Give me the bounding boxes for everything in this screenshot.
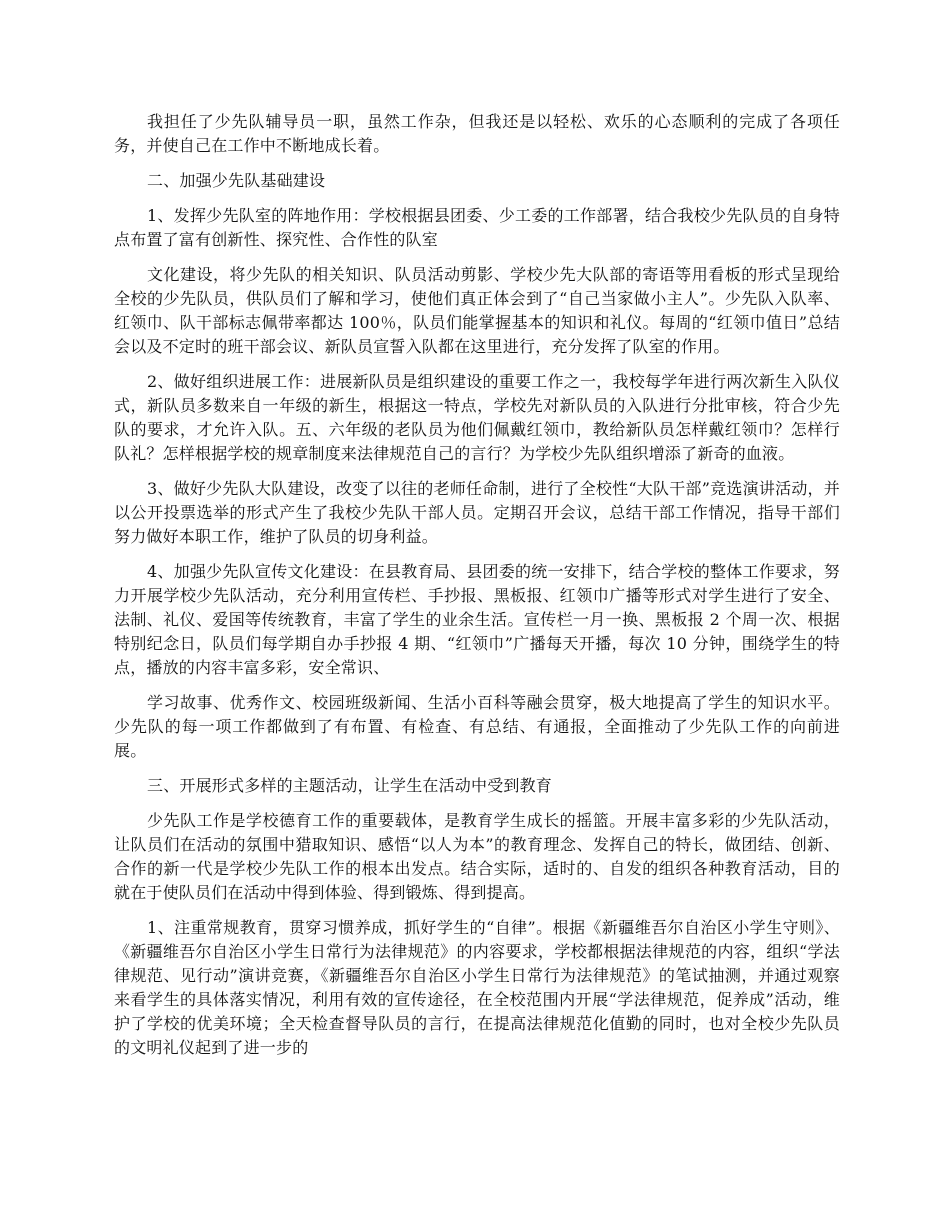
paragraph-activities: 少先队工作是学校德育工作的重要载体，是教育学生成长的摇篮。开展丰富多彩的少先队活动，让队员们在活动的氛围中猎取知识、感悟“以人为本”的教育理念、发挥自己的特长，做团结、创新、合作的新一代是学校少先队工作的根本出发点。结合实际，适时的、自发的组织各种教育活动，目的就在于使队员们在活动中得到体验、得到锻炼、得到提高。 bbox=[114, 811, 840, 902]
paragraph-knowledge: 学习故事、优秀作文、校园班级新闻、生活小百科等融会贯穿，极大地提高了学生的知识水平。少先队的每一项工作都做到了有布置、有检查、有总结、有通报，全面推动了少先队工作的向前进展。 bbox=[114, 693, 840, 760]
paragraph-brigade: 3、做好少先队大队建设，改变了以往的老师任命制，进行了全校性“大队干部”竞选演讲活动，并以公开投票选举的形式产生了我校少先队干部人员。定期召开会议，总结干部工作情况，指导干部们努力做好本职工作，维护了队员的切身利益。 bbox=[114, 479, 840, 546]
paragraph-routine-education: 1、注重常规教育，贯穿习惯养成，抓好学生的“自律”。根据《新疆维吾尔自治区小学生守则》、《新疆维吾尔自治区小学生日常行为法律规范》的内容要求，学校都根据法律规范的内容，组织“学法律规范、见行动”演讲竞赛，《新疆维吾尔自治区小学生日常行为法律规范》的笔试抽测，并通过观察来看学生的具体落实情况，利用有效的宣传途径，在全校范围内开展“学法律规范，促养成”活动，维护了学校的优美环境；全天检查督导队员的言行，在提高法律规范化值勤的同时，也对全校少先队员的文明礼仪起到了进一步的 bbox=[114, 918, 840, 1057]
paragraph-publicity: 4、加强少先队宣传文化建设：在县教育局、县团委的统一安排下，结合学校的整体工作要求，努力开展学校少先队活动，充分利用宣传栏、手抄报、黑板报、红领巾广播等形式对学生进行了安全、法制、礼仪、爱国等传统教育，丰富了学生的业余生活。宣传栏一月一换、黑板报 2 个周一次、根据特别纪念日，队员们每学期自办手抄报 4 期、“红领巾”广播每天开播，每次 10 分钟，围绕学生的特点，播放的内容丰富多彩，安全常识、 bbox=[114, 562, 840, 677]
paragraph-team-room: 1、发挥少先队室的阵地作用：学校根据县团委、少工委的工作部署，结合我校少先队员的自身特点布置了富有创新性、探究性、合作性的队室 bbox=[114, 206, 840, 249]
paragraph-intro: 我担任了少先队辅导员一职，虽然工作杂，但我还是以轻松、欢乐的心态顺利的完成了各项任务，并使自己在工作中不断地成长着。 bbox=[114, 112, 840, 155]
paragraph-organization: 2、做好组织进展工作：进展新队员是组织建设的重要工作之一，我校每学年进行两次新生入队仪式，新队员多数来自一年级的新生，根据这一特点，学校先对新队员的入队进行分批审核，符合少先队的要求，才允许入队。五、六年级的老队员为他们佩戴红领巾，教给新队员怎样戴红领巾？怎样行队礼？怎样根据学校的规章制度来法律规范自己的言行？为学校少先队组织增添了新奇的血液。 bbox=[114, 372, 840, 463]
section-heading-2: 二、加强少先队基础建设 bbox=[147, 171, 326, 190]
paragraph-culture-building: 文化建设，将少先队的相关知识、队员活动剪影、学校少先大队部的寄语等用看板的形式呈现给全校的少先队员，供队员们了解和学习，使他们真正体会到了“自己当家做小主人”。少先队入队率、红领巾、队干部标志佩带率都达 100％，队员们能掌握基本的知识和礼仪。每周的“红领巾值日”总结会以及不定时的班干部会议、新队员宣誓入队都在这里进行，充分发挥了队室的作用。 bbox=[114, 265, 840, 356]
section-heading-3: 三、开展形式多样的主题活动，让学生在活动中受到教育 bbox=[147, 776, 553, 795]
document-body bbox=[114, 110, 840, 1071]
